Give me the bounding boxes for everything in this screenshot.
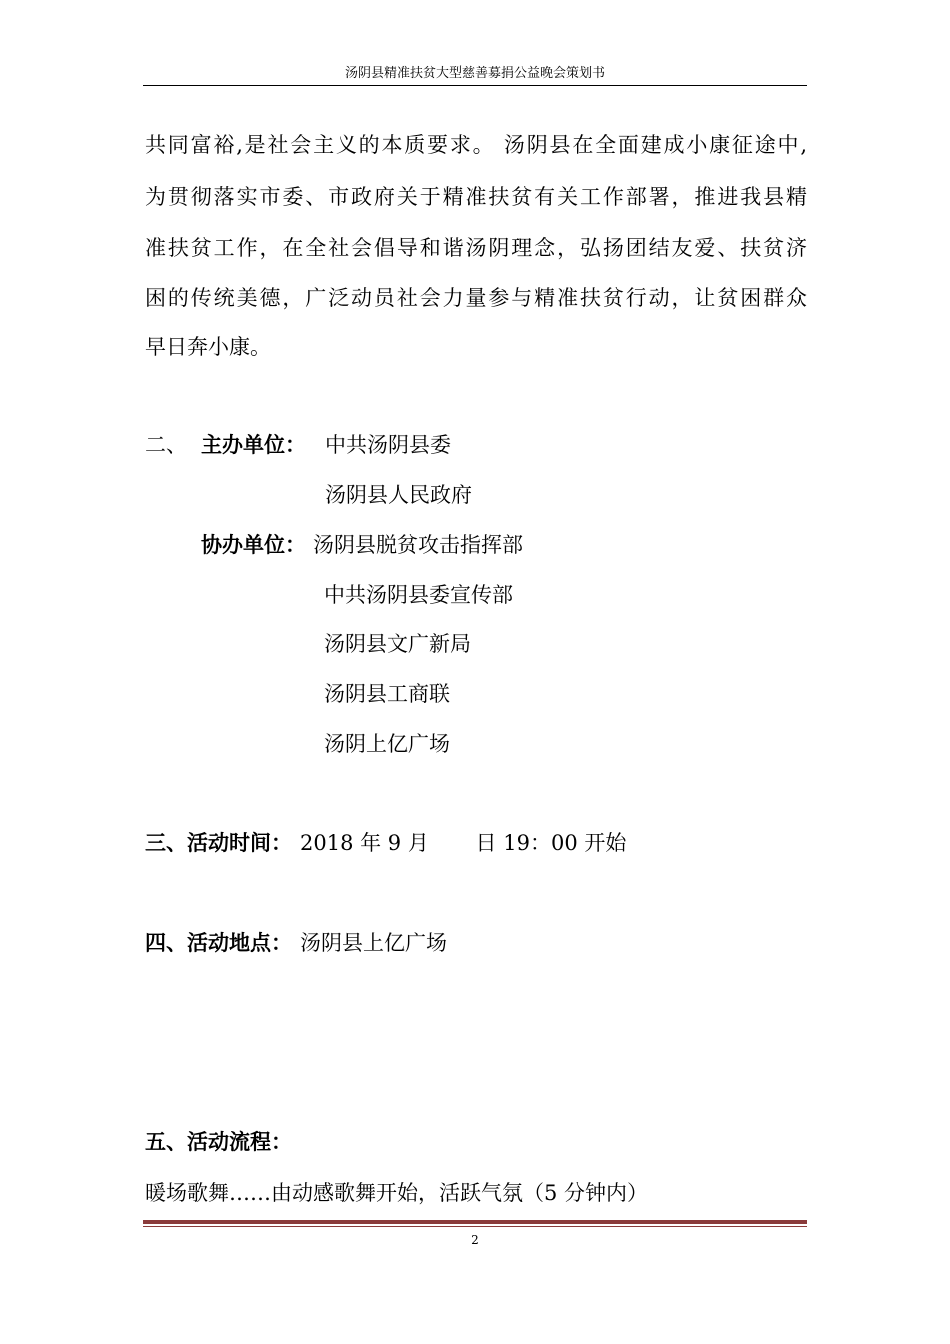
- time-label: 三、活动时间：: [145, 830, 292, 855]
- footer-rule: [143, 1220, 807, 1224]
- intro-line: 准扶贫工作，在全社会倡导和谐汤阴理念，弘扬团结友爱、扶贫济: [145, 236, 807, 260]
- location-label: 四、活动地点：: [145, 930, 292, 955]
- process-label: 五、活动流程：: [145, 1129, 292, 1154]
- co-organizer-item: 汤阴上亿广场: [324, 732, 450, 756]
- header-rule: [143, 85, 807, 86]
- page-header: 汤阴县精准扶贫大型慈善募捐公益晚会策划书: [344, 66, 605, 81]
- footer-rule-thin: [143, 1226, 807, 1227]
- process-item: 暖场歌舞……由动感歌舞开始，活跃气氛（5 分钟内）: [145, 1181, 649, 1205]
- section-number: 二、: [145, 433, 187, 457]
- organizer-label: 主办单位：: [201, 432, 306, 457]
- organizer-item: 中共汤阴县委: [325, 433, 451, 457]
- intro-line: 为贯彻落实市委、市政府关于精准扶贫有关工作部署，推进我县精: [145, 185, 807, 209]
- co-organizer-item: 汤阴县工商联: [324, 682, 450, 706]
- co-organizer-item: 中共汤阴县委宣传部: [324, 583, 513, 607]
- organizer-item: 汤阴县人民政府: [325, 483, 472, 507]
- intro-line: 共同富裕,是社会主义的本质要求。 汤阴县在全面建成小康征途中,: [145, 133, 807, 157]
- intro-line: 早日奔小康。: [145, 335, 271, 359]
- intro-line: 困的传统美德，广泛动员社会力量参与精准扶贫行动，让贫困群众: [145, 286, 807, 310]
- page-number: 2: [471, 1233, 479, 1247]
- co-organizer-label: 协办单位：: [201, 532, 306, 557]
- co-organizer-item: 汤阴县脱贫攻击指挥部: [313, 533, 523, 557]
- time-value: 2018 年 9 月 日 19：00 开始: [300, 831, 627, 855]
- co-organizer-item: 汤阴县文广新局: [324, 632, 471, 656]
- location-value: 汤阴县上亿广场: [300, 931, 447, 955]
